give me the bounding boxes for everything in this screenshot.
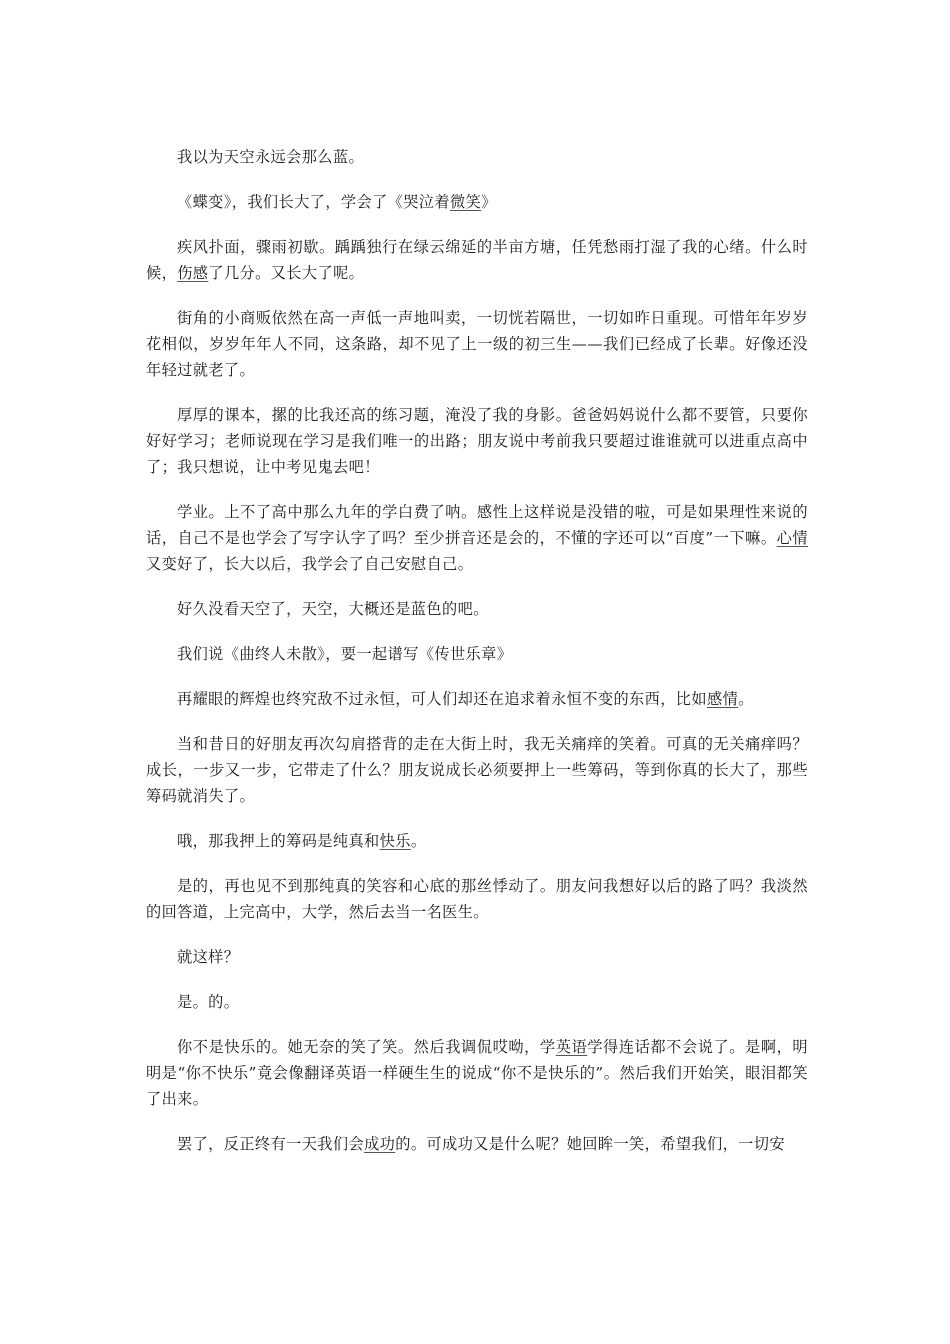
paragraph-text: 再耀眼的辉煌也终究敌不过永恒，可人们却还在追求着永恒不变的东西，比如 — [177, 690, 707, 708]
paragraph — [146, 944, 808, 970]
paragraph-text: 街角的小商贩依然在高一声低一声地叫卖，一切恍若隔世，一切如昨日重现。可惜年年岁岁花相似，岁岁年年人不同，这条路，却不见了上一级的初三生——我们已经成了长辈。好像还没年轻过就老了。 — [146, 309, 808, 379]
paragraph — [146, 873, 808, 925]
paragraph-text: 学得连话都不会说了。是啊，明明是“你不快乐”竟会像翻译英语一样硬生生的说成“你不是快乐的”。然后我们开始笑，眼泪都笑了出来。 — [146, 1038, 808, 1108]
paragraph-text: 厚厚的课本，摞的比我还高的练习题，淹没了我的身影。爸爸妈妈说什么都不要管，只要你好好学习；老师说现在学习是我们唯一的出路；朋友说中考前我只要超过谁谁就可以进重点高中了；我只想说，让中考见鬼去吧！ — [146, 406, 808, 476]
keyword-link[interactable]: 心情 — [776, 529, 808, 547]
paragraph-text: 疾风扑面，骤雨初歇。踽踽独行在绿云绵延的半亩方塘，任凭愁雨打湿了我的心绪。什么时候， — [146, 238, 808, 282]
paragraph-text: 你不是快乐的。她无奈的笑了笑。然后我调侃哎呦，学 — [177, 1038, 556, 1056]
paragraph-text: 是。的。 — [177, 993, 240, 1011]
keyword-link[interactable]: 成功 — [364, 1135, 396, 1153]
paragraph — [146, 234, 808, 286]
paragraph — [146, 189, 808, 215]
keyword-link[interactable]: 伤感 — [177, 264, 209, 282]
keyword-link[interactable]: 英语 — [555, 1038, 588, 1056]
paragraph-text: 就这样？ — [177, 948, 240, 966]
paragraph-text: 我以为天空永远会那么蓝。 — [177, 148, 365, 166]
paragraph — [146, 1034, 808, 1112]
paragraph-text: 我们说《曲终人未散》，要一起谱写《传世乐章》 — [177, 645, 513, 663]
keyword-link[interactable]: 感情 — [706, 690, 739, 708]
paragraph-text: 的。可成功又是什么呢？她回眸一笑，希望我们，一切安 — [395, 1135, 785, 1153]
paragraph — [146, 989, 808, 1015]
paragraph-text: 》 — [481, 193, 497, 211]
paragraph-text: 学业。上不了高中那么九年的学白费了呐。感性上这样说是没错的啦，可是如果理性来说的话，自己不是也学会了写字认字了吗？至少拼音还是会的，不懂的字还可以“百度”一下嘛。 — [146, 503, 808, 547]
paragraph-text: 罢了，反正终有一天我们会 — [177, 1135, 365, 1153]
paragraph-text: 。 — [738, 690, 754, 708]
paragraph-text: 《蝶变》，我们长大了，学会了《哭泣着 — [177, 193, 450, 211]
paragraph-text: 又变好了，长大以后，我学会了自己安慰自己。 — [146, 555, 474, 573]
keyword-link[interactable]: 微笑 — [449, 193, 482, 211]
paragraph — [146, 402, 808, 480]
paragraph — [146, 641, 808, 667]
paragraph-text: 好久没看天空了，天空，大概还是蓝色的吧。 — [177, 600, 489, 618]
paragraph — [146, 596, 808, 622]
document-body — [146, 144, 808, 1176]
paragraph — [146, 1131, 808, 1157]
paragraph — [146, 686, 808, 712]
paragraph — [146, 144, 808, 170]
keyword-link[interactable]: 快乐 — [379, 832, 411, 850]
paragraph — [146, 305, 808, 383]
paragraph — [146, 499, 808, 577]
paragraph-text: 。 — [410, 832, 427, 850]
paragraph-text: 是的，再也见不到那纯真的笑容和心底的那丝悸动了。朋友问我想好以后的路了吗？我淡然的回答道，上完高中，大学，然后去当一名医生。 — [146, 877, 808, 921]
paragraph — [146, 828, 808, 854]
paragraph — [146, 731, 808, 809]
paragraph-text: 了几分。又长大了呢。 — [208, 264, 365, 282]
paragraph-text: 当和昔日的好朋友再次勾肩搭背的走在大街上时，我无关痛痒的笑着。可真的无关痛痒吗？成长，一步又一步，它带走了什么？朋友说成长必须要押上一些筹码，等到你真的长大了，那些筹码就消失了。 — [146, 735, 808, 805]
paragraph-text: 哦，那我押上的筹码是纯真和 — [177, 832, 380, 850]
